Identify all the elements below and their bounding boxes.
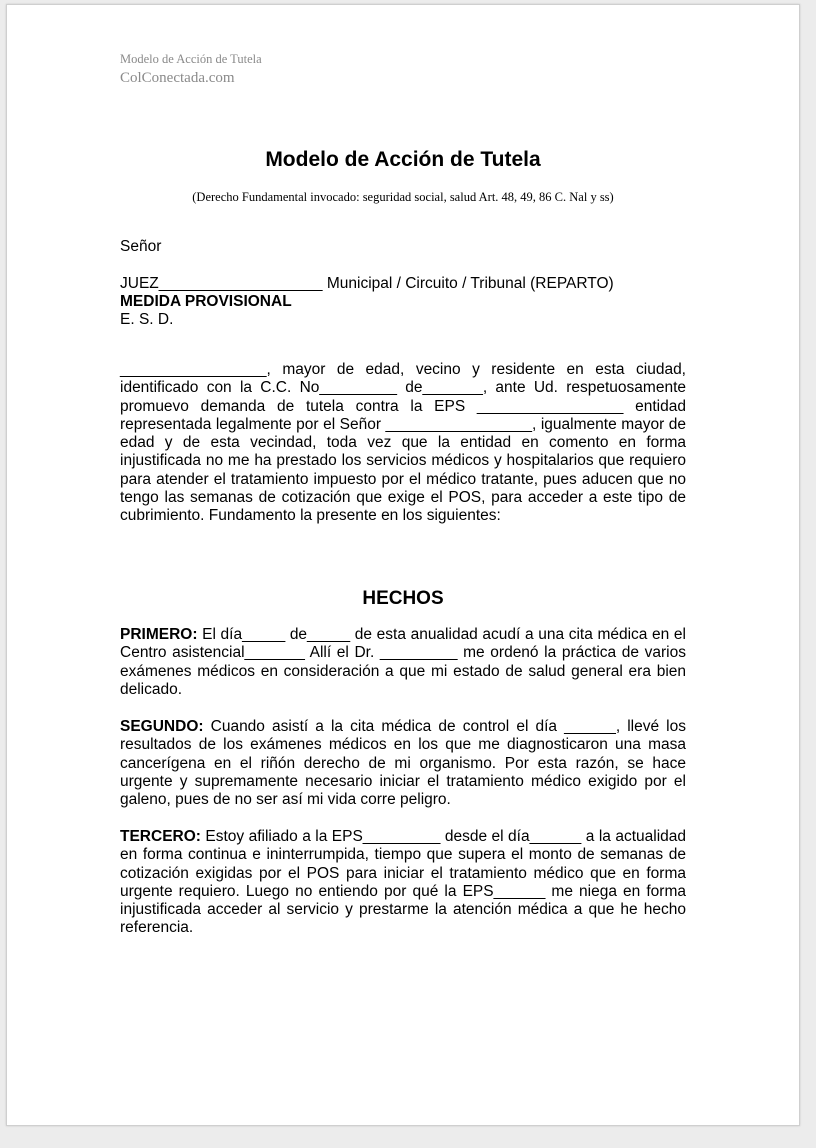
- medida-provisional: MEDIDA PROVISIONAL: [120, 293, 292, 310]
- hecho-label: TERCERO:: [120, 828, 201, 845]
- salutation: Señor: [120, 238, 162, 255]
- document-page: [6, 4, 800, 1126]
- hecho-primero: [120, 626, 686, 699]
- hecho-label: SEGUNDO:: [120, 718, 204, 735]
- esd-line: E. S. D.: [120, 311, 174, 328]
- hecho-text: El día_____ de_____ de esta anualidad acudí a una cita médica en el Centro asistencial_______ Allí el Dr. _________ me ordenó la práctica de varios exámenes médicos en consideración a que mi estado de salud general era bien delicado.: [120, 626, 686, 698]
- juez-line: JUEZ___________________ Municipal / Circuito / Tribunal (REPARTO): [120, 275, 614, 292]
- hecho-text: Cuando asistí a la cita médica de control el día ______, llevé los resultados de los exámenes médicos en los que me diagnosticaron una masa cancerígena en el riñón derecho de mi organismo. Por esta razón, se hace urgente y supremamente necesario iniciar el tratamiento médico exigido por el galeno, pues de no ser así mi vida corre peligro.: [120, 718, 686, 809]
- hecho-segundo: [120, 718, 686, 809]
- document-subtitle: (Derecho Fundamental invocado: seguridad social, salud Art. 48, 49, 86 C. Nal y ss): [192, 190, 614, 204]
- page-header-title: Modelo de Acción de Tutela: [120, 52, 262, 66]
- document-title: Modelo de Acción de Tutela: [265, 148, 541, 171]
- hecho-text: Estoy afiliado a la EPS_________ desde el día______ a la actualidad en forma continua e ininterrumpida, tiempo que supera el monto de semanas de cotización exigidas por el POS para iniciar el tratamiento médico que en forma urgente requiero. Luego no entiendo por qué la EPS______ me niega en forma injustificada acceder al servicio y prestarme la atención médica a que he hecho referencia.: [120, 828, 686, 937]
- hecho-tercero: [120, 828, 686, 938]
- intro-paragraph: _________________, mayor de edad, vecino y residente en esta ciudad, identificado con la C.C. No_________ de_______, ante Ud. respetuosamente promuevo demanda de tutela contra la EPS _________________ entidad representada legalmente por el Señor _________________, igualmente mayor de edad y de esta vecindad, toda vez que la entidad en comento en forma injustificada no me ha prestado los servicios médicos y hospitalarios que requiero para atender el tratamiento impuesto por el médico tratante, pues aducen que no tengo las semanas de cotización que exige el POS, para acceder a este tipo de cubrimiento. Fundamento la presente en los siguientes:: [120, 361, 686, 525]
- hechos-heading: HECHOS: [362, 588, 444, 609]
- hecho-label: PRIMERO:: [120, 626, 198, 643]
- page-header-site: ColConectada.com: [120, 70, 235, 86]
